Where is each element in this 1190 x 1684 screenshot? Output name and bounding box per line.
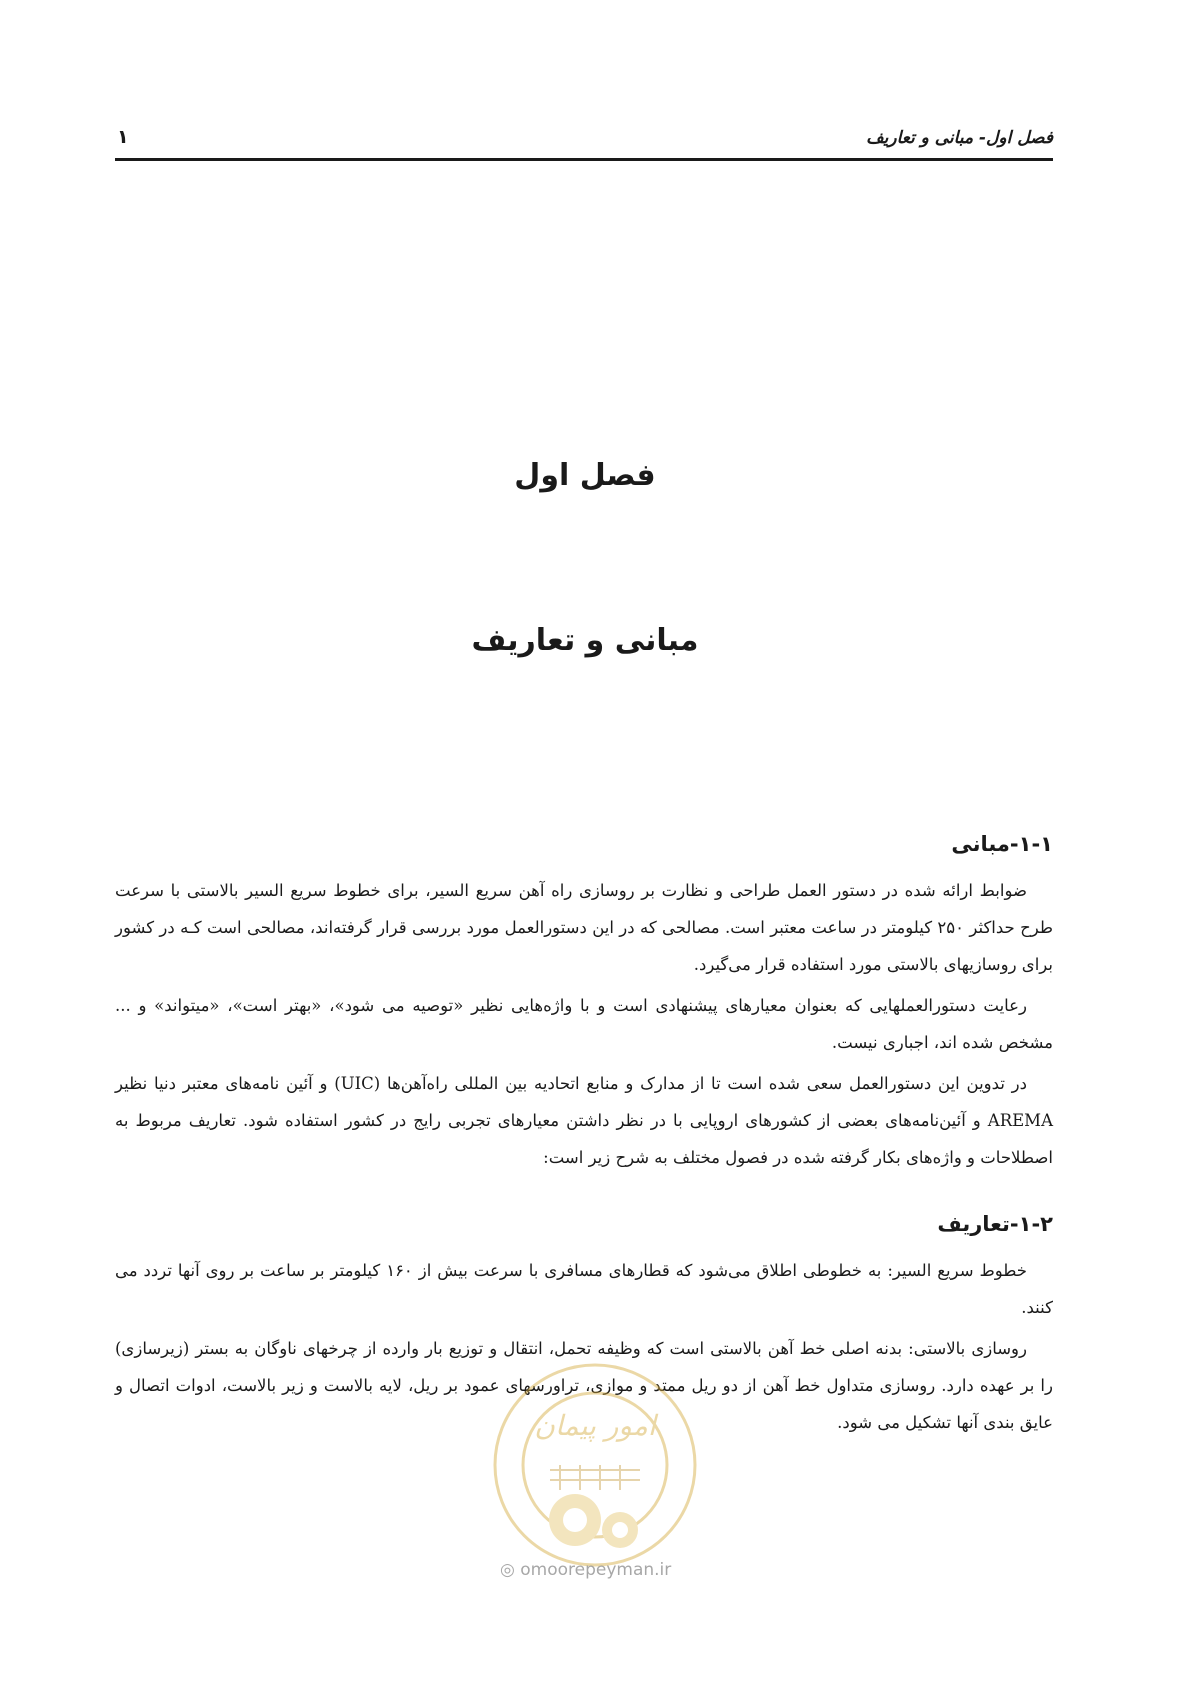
watermark-site bbox=[500, 1560, 671, 1580]
chapter-label: فصل اول bbox=[514, 458, 656, 493]
paragraph: خطوط سریع السیر: به خطوطی اطلاق می‌شود که قطارهای مسافری با سرعت بیش از ۱۶۰ کیلومتر بر ساعت بر روی آنها تردد می کنند. bbox=[115, 1261, 1053, 1317]
section-heading-definitions: ۱-۲-تعاریف bbox=[937, 1212, 1053, 1236]
paragraph: در تدوین این دستورالعمل سعی شده است تا از مدارک و منابع اتحادیه بین المللی راه‌آهن‌ها (UIC) و آئین نامه‌های معتبر دنیا نظیر AREMA و آئین‌نامه‌های بعضی از کشورهای اروپایی با در نظر داشتن معیارهای تجربی رایج در کشور استفاده شود. تعاریف مربوط به اصطلاحات و واژه‌های بکار گرفته شده در فصول مختلف به شرح زیر است: bbox=[115, 1074, 1053, 1167]
watermark-at-icon: ◎ bbox=[500, 1560, 515, 1580]
chapter-title: مبانی و تعاریف bbox=[471, 623, 699, 658]
paragraph: ضوابط ارائه شده در دستور العمل طراحی و نظارت بر روسازی راه آهن سریع السیر، برای خطوط سریع السیر بالاستی با سرعت طرح حداکثر ۲۵۰ کیلومتر در ساعت معتبر است. مصالحی که در این دستورالعمل مورد بررسی قرار گرفته‌اند، مصالحی است کـه در کشور برای روسازیهای بالاستی مورد استفاده قرار می‌گیرد. bbox=[115, 881, 1053, 974]
header-rule bbox=[115, 158, 1053, 161]
paragraph: رعایت دستورالعملهایی که بعنوان معیارهای پیشنهادی است و با واژه‌هایی نظیر «توصیه می شود»، «بهتر است»، «میتواند» و ... مشخص شده اند، اجباری نیست. bbox=[115, 996, 1053, 1052]
running-header bbox=[115, 126, 1053, 160]
section-heading-principles: ۱-۱-مبانی bbox=[951, 832, 1053, 856]
watermark-site-text: omoorepeyman.ir bbox=[520, 1560, 672, 1580]
paragraph: روسازی بالاستی: بدنه اصلی خط آهن بالاستی است که وظیفه تحمل، انتقال و توزیع بار وارده از چرخهای ناوگان به بستر (زیرسازی) را بر عهده دارد. روسازی متداول خط آهن از دو ریل ممتد و موازی، تراورسهای عمود بر ریل، لایه بالاست و زیر بالاست، ادوات اتصال و عایق بندی آنها تشکیل می شود. bbox=[115, 1339, 1053, 1432]
page-number: ۱ bbox=[117, 126, 129, 148]
watermark-logo-text: امور پیمان bbox=[534, 1409, 656, 1442]
body-content bbox=[115, 824, 1053, 1441]
header-title: فصل اول- مبانی و تعاریف bbox=[866, 128, 1053, 148]
